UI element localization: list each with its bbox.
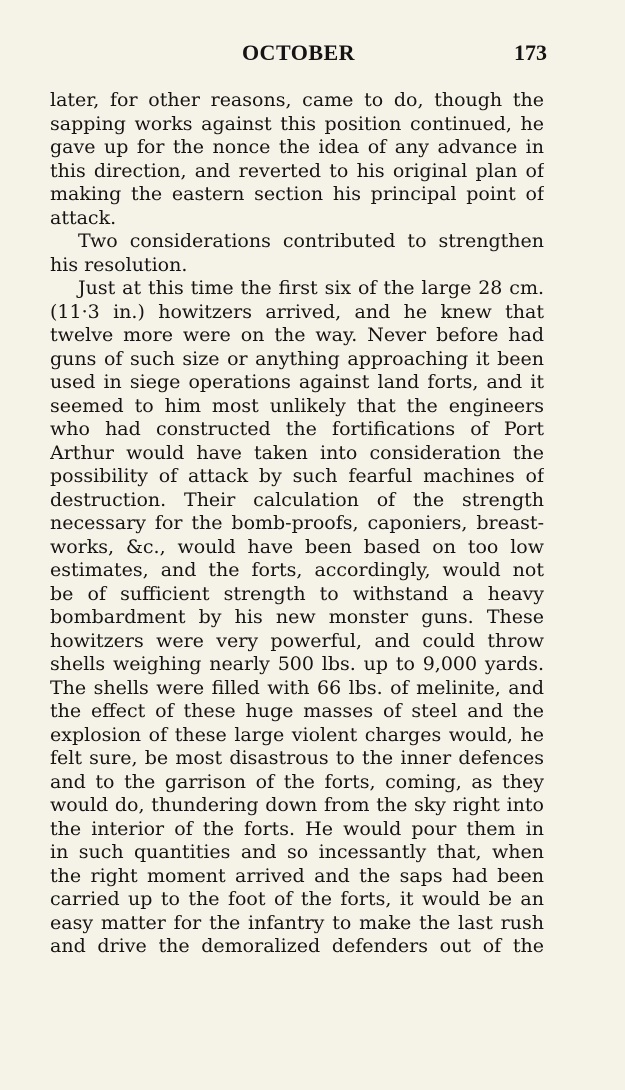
text-line: and drive the demoralized defenders out of the xyxy=(50,935,544,957)
chapter-title: OCTOBER xyxy=(241,40,356,65)
text-line: (11·3 in.) howitzers arrived, and he knew that xyxy=(50,300,544,323)
text-line: possibility of attack by such fearful machines of xyxy=(50,465,544,487)
text-line: destruction. Their calculation of the strength xyxy=(50,488,544,511)
text-line: bombardment by his new monster guns. These xyxy=(50,606,544,628)
text-line: shells weighing nearly 500 lbs. up to 9,000 yards. xyxy=(50,653,544,675)
text-line: carried up to the foot of the forts, it would be an xyxy=(50,888,544,910)
text-line: who had constructed the fortifications of Port xyxy=(50,418,544,440)
text-line: easy matter for the infantry to make the last rush xyxy=(50,911,544,934)
text-line: the interior of the forts. He would pour them in xyxy=(50,817,544,840)
text-line: used in siege operations against land forts, and it xyxy=(50,371,544,393)
text-line: seemed to him most unlikely that the engineers xyxy=(50,394,544,417)
text-line: this direction, and reverted to his original plan of xyxy=(50,159,544,182)
text-line: felt sure, be most disastrous to the inner defences xyxy=(50,747,544,769)
text-line: later, for other reasons, came to do, though the xyxy=(50,89,544,111)
text-line: estimates, and the forts, accordingly, would not xyxy=(50,559,544,581)
text-line: and to the garrison of the forts, coming, as they xyxy=(50,770,544,793)
text-line: howitzers were very powerful, and could throw xyxy=(50,629,544,652)
text-line: explosion of these large violent charges would, he xyxy=(50,723,544,746)
text-line: works, &c., would have been based on too low xyxy=(50,535,544,558)
text-line: Arthur would have taken into consideration the xyxy=(50,441,544,464)
body-text xyxy=(50,89,544,959)
text-line: his resolution. xyxy=(50,253,188,276)
text-line: guns of such size or anything approaching it been xyxy=(50,347,544,370)
text-line: in such quantities and so incessantly that, when xyxy=(50,841,544,863)
running-head xyxy=(50,40,547,68)
text-line: would do, thundering down from the sky right into xyxy=(50,794,544,816)
text-line: The shells were filled with 66 lbs. of melinite, and xyxy=(50,676,544,699)
text-line: gave up for the nonce the idea of any advance in xyxy=(50,136,544,158)
text-line: sapping works against this position continued, he xyxy=(50,112,544,135)
text-line: necessary for the bomb-proofs, caponiers, breast- xyxy=(50,512,544,534)
text-line: the right moment arrived and the saps had been xyxy=(50,864,544,887)
text-line: attack. xyxy=(50,206,117,229)
text-line: Just at this time the first six of the large 28 cm. xyxy=(78,277,544,299)
text-line: Two considerations contributed to strengthen xyxy=(78,230,544,252)
text-line: twelve more were on the way. Never before had xyxy=(50,324,544,346)
text-line: be of sufficient strength to withstand a heavy xyxy=(50,582,544,605)
text-line: making the eastern section his principal point of xyxy=(50,183,544,205)
page-number: 173 xyxy=(514,40,547,65)
text-line: the effect of these huge masses of steel and the xyxy=(50,700,544,722)
